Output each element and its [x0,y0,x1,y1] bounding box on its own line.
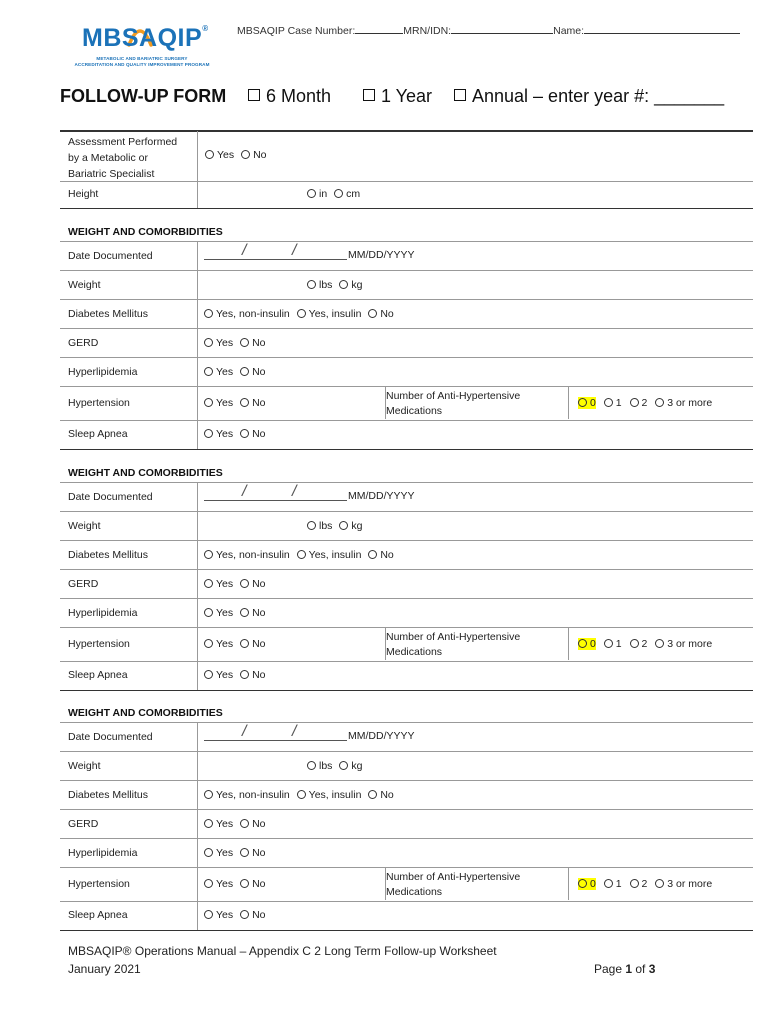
radio-yes[interactable] [204,579,213,588]
weight-unit-options: lbs kg [307,760,362,772]
radio-yes[interactable] [204,848,213,857]
sleep-apnea-options: Yes No [204,669,266,681]
row-divider [60,901,753,902]
weight-label: Weight [68,279,101,291]
radio-no[interactable] [240,848,249,857]
row-divider [60,569,753,570]
section-title: WEIGHT AND COMORBIDITIES [68,707,223,719]
radio-no[interactable] [240,910,249,919]
radio-in[interactable] [307,189,316,198]
section-title: WEIGHT AND COMORBIDITIES [68,467,223,479]
antihypertensive-divider [568,386,569,419]
gerd-label: GERD [68,578,99,590]
diabetes-options: Yes, non-insulin Yes, insulin No [204,789,394,801]
gerd-options: Yes No [204,337,266,349]
radio-no[interactable] [240,879,249,888]
radio-yes[interactable] [204,819,213,828]
gerd-label: GERD [68,337,99,349]
radio-no[interactable] [240,819,249,828]
row-divider [60,241,753,242]
radio-yes[interactable] [204,910,213,919]
sleep-apnea-label: Sleep Apnea [68,669,128,681]
radio-yes[interactable] [204,338,213,347]
row-divider [60,357,753,358]
row-divider [60,780,753,781]
radio-insulin[interactable] [297,309,306,318]
radio-insulin[interactable] [297,790,306,799]
hypertension-label: Hypertension [68,878,130,890]
radio-1[interactable] [604,639,613,648]
radio-non-insulin[interactable] [204,790,213,799]
radio-no[interactable] [240,639,249,648]
name-field[interactable] [584,24,740,34]
date-documented-field[interactable]: / / MM/DD/YYYY [204,246,415,261]
row-divider [60,299,753,300]
row-divider [60,838,753,839]
column-divider [197,241,198,449]
height-unit-options: in cm [307,188,360,200]
highlighted-option[interactable]: 0 [578,638,596,650]
date-input[interactable]: / / [204,727,347,741]
radio-1[interactable] [604,879,613,888]
radio-no[interactable] [368,309,377,318]
radio-no[interactable] [240,367,249,376]
checkbox-icon[interactable] [454,89,466,101]
radio-no[interactable] [240,608,249,617]
radio-insulin[interactable] [297,550,306,559]
date-documented-field[interactable]: / / MM/DD/YYYY [204,727,415,742]
form-title: FOLLOW-UP FORM [60,86,227,106]
row-divider [60,270,753,271]
row-divider [60,328,753,329]
date-input[interactable]: / / [204,487,347,501]
footer-title: MBSAQIP® Operations Manual – Appendix C 2 Long Term Follow-up Worksheet [68,944,497,958]
radio-yes[interactable] [204,398,213,407]
radio-no[interactable] [240,579,249,588]
antihypertensive-divider [568,627,569,660]
radio-0[interactable] [578,398,587,407]
radio-3-or-more[interactable] [655,639,664,648]
footer-date: January 2021 [68,962,141,976]
radio-2[interactable] [630,639,639,648]
weight-unit-options: lbs kg [307,279,362,291]
radio-cm[interactable] [334,189,343,198]
assessment-label: Assessment Performed by a Metabolic or Bariatric Specialist [68,136,178,180]
antihypertensive-options: 0 1 2 3 or more [578,638,712,650]
sleep-apnea-label: Sleep Apnea [68,428,128,440]
assessment-row [60,134,753,180]
hypertension-options: Yes No [204,638,266,650]
radio-0[interactable] [578,639,587,648]
radio-kg[interactable] [339,761,348,770]
diabetes-label: Diabetes Mellitus [68,549,148,561]
radio-3-or-more[interactable] [655,879,664,888]
date-input[interactable]: / / [204,246,347,260]
radio-no[interactable] [368,550,377,559]
radio-kg[interactable] [339,280,348,289]
mbsaqip-logo [66,24,218,70]
logo-subtitle: METABOLIC AND BARIATRIC SURGERY ACCREDITATION AND QUALITY IMPROVEMENT PROGRAM [74,56,210,67]
sleep-apnea-options: Yes No [204,428,266,440]
section-title: WEIGHT AND COMORBIDITIES [68,226,223,238]
radio-no[interactable] [240,398,249,407]
row-divider [60,598,753,599]
radio-yes[interactable] [204,608,213,617]
row-divider [60,482,753,483]
assessment-options: Yes No [205,149,267,161]
radio-lbs[interactable] [307,761,316,770]
diabetes-options: Yes, non-insulin Yes, insulin No [204,549,394,561]
footer-page: Page 1 of 3 [594,962,656,976]
weight-label: Weight [68,520,101,532]
diabetes-label: Diabetes Mellitus [68,308,148,320]
case-number-label: MBSAQIP Case Number: [237,25,356,37]
form-title-row [60,86,740,110]
radio-0[interactable] [578,879,587,888]
row-divider [60,751,753,752]
column-divider [197,482,198,690]
radio-no[interactable] [368,790,377,799]
radio-lbs[interactable] [307,280,316,289]
radio-2[interactable] [630,879,639,888]
logo-wordmark: MBSAQIP® [82,24,209,52]
height-label: Height [68,188,99,200]
gerd-label: GERD [68,818,99,830]
date-documented-label: Date Documented [68,491,153,503]
diabetes-options: Yes, non-insulin Yes, insulin No [204,308,394,320]
hyperlipidemia-options: Yes No [204,607,266,619]
mrn-field[interactable] [451,24,553,34]
row-divider [60,722,753,723]
antihypertensive-label: Number of Anti-Hypertensive Medications [385,386,520,419]
section-divider [60,690,753,691]
row-divider [60,809,753,810]
radio-no[interactable] [240,670,249,679]
checkbox-icon[interactable] [248,89,260,101]
radio-yes[interactable] [204,429,213,438]
row-divider [60,511,753,512]
radio-yes[interactable] [204,367,213,376]
weight-unit-options: lbs kg [307,520,362,532]
antihypertensive-label: Number of Anti-Hypertensive Medications [385,867,520,900]
section-divider [60,930,753,931]
diabetes-label: Diabetes Mellitus [68,789,148,801]
row-divider [60,540,753,541]
antihypertensive-options: 0 1 2 3 or more [578,878,712,890]
hypertension-options: Yes No [204,397,266,409]
hypertension-label: Hypertension [68,397,130,409]
radio-no[interactable] [240,338,249,347]
hyperlipidemia-options: Yes No [204,366,266,378]
row-divider [60,420,753,421]
radio-no[interactable] [241,150,250,159]
section-divider [60,208,753,209]
case-number-field[interactable] [355,24,403,34]
antihypertensive-divider [568,867,569,900]
mrn-label: MRN/IDN: [403,25,452,37]
radio-kg[interactable] [339,521,348,530]
sleep-apnea-options: Yes No [204,909,266,921]
gerd-options: Yes No [204,818,266,830]
radio-yes[interactable] [204,670,213,679]
option-1-year[interactable]: 1 Year [363,86,432,107]
hyperlipidemia-options: Yes No [204,847,266,859]
gerd-options: Yes No [204,578,266,590]
name-label: Name: [553,25,585,37]
top-rule [60,130,753,132]
radio-yes[interactable] [204,879,213,888]
radio-yes[interactable] [204,639,213,648]
row-divider [60,181,753,182]
row-divider [60,661,753,662]
column-divider [197,722,198,930]
checkbox-icon[interactable] [363,89,375,101]
hypertension-label: Hypertension [68,638,130,650]
hyperlipidemia-label: Hyperlipidemia [68,847,138,859]
date-documented-label: Date Documented [68,250,153,262]
section-divider [60,449,753,450]
date-documented-label: Date Documented [68,731,153,743]
highlighted-option[interactable]: 0 [578,878,596,890]
radio-non-insulin[interactable] [204,309,213,318]
hyperlipidemia-label: Hyperlipidemia [68,366,138,378]
radio-no[interactable] [240,429,249,438]
radio-lbs[interactable] [307,521,316,530]
antihypertensive-label: Number of Anti-Hypertensive Medications [385,627,520,660]
highlighted-option[interactable]: 0 [578,397,596,409]
sleep-apnea-label: Sleep Apnea [68,909,128,921]
header-fields [237,24,740,37]
radio-1[interactable] [604,398,613,407]
radio-yes[interactable] [205,150,214,159]
radio-3-or-more[interactable] [655,398,664,407]
hypertension-options: Yes No [204,878,266,890]
option-annual[interactable]: Annual – enter year #: _______ [454,86,724,107]
radio-non-insulin[interactable] [204,550,213,559]
antihypertensive-options: 0 1 2 3 or more [578,397,712,409]
hyperlipidemia-label: Hyperlipidemia [68,607,138,619]
date-documented-field[interactable]: / / MM/DD/YYYY [204,487,415,502]
weight-label: Weight [68,760,101,772]
option-6-month[interactable]: 6 Month [248,86,331,107]
radio-2[interactable] [630,398,639,407]
